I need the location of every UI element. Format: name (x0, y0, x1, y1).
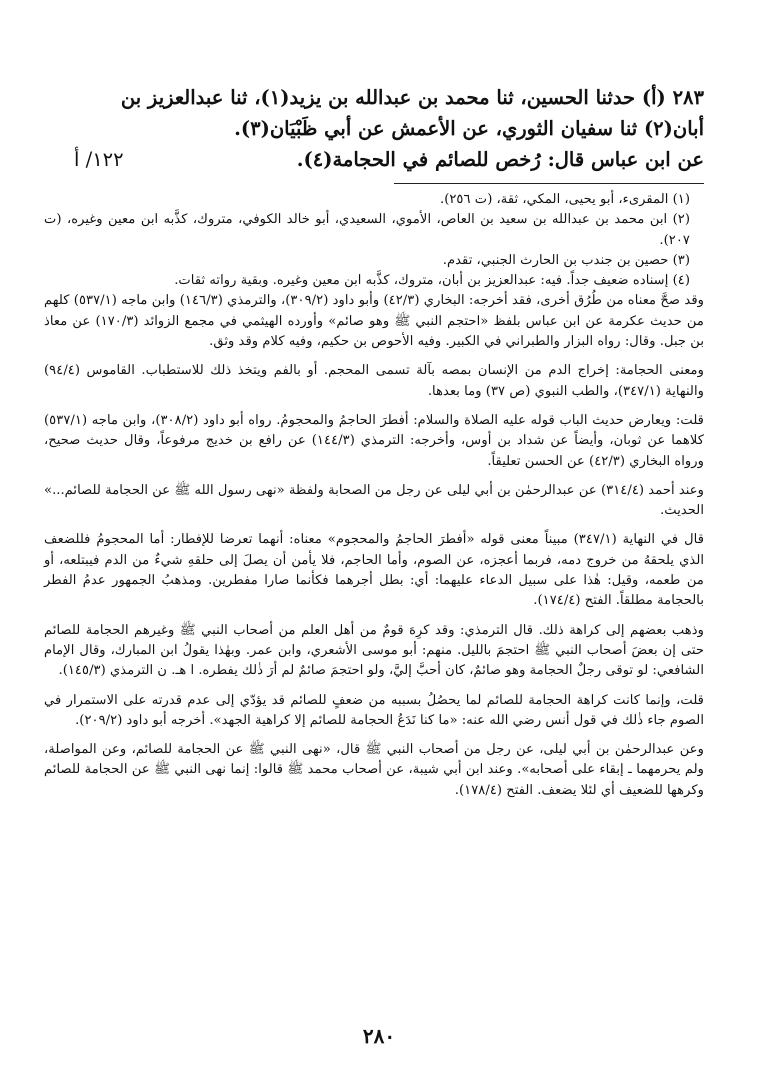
footnote-paragraph: (٤) إسناده ضعيف جداً. فيه: عبدالعزيز بن أبان، متروك، كذَّبه ابن معين وغيره. وبقية رواته ثقات. (174, 273, 690, 289)
hadith-line-3-row (44, 144, 704, 175)
footnote-paragraph: وقد صحَّ معناه من طُرُق أخرى، فقد أخرجه: البخاري (٤٢/٣) وأبو داود (٣٠٩/٢)، والترمذي (١٤٦/٣) وابن ماجه (٥٣٧/١) كلهم من حديث عكرمة عن ابن عباس بلفظ «احتجم النبي ﷺ وهو صائم» وأورده الهيثمي في مجمع الزوائد (١٧٠/٣) عن معاذ بن جبل. وقال: رواه البزار والطبراني في الكبير. وفيه الأحوص بن حكيم، وفيه كلام وقد وثق. (44, 293, 704, 350)
footnote-paragraph: (٢) ابن محمد بن عبدالله بن سعيد بن العاص، الأموي، السعيدي، أبو خالد الكوفي، متروك، كذَّبه ابن معين وغيره، (ت ٢٠٧). (44, 212, 690, 248)
hadith-line-3: عن ابن عباس قال: رُخص للصائم في الحجامة(٤). (296, 148, 704, 171)
manuscript-folio-marker: ١٢٢/ أ (74, 148, 124, 171)
footnote-paragraph: (١) المقرىء، أبو يحيى، المكي، ثقة، (ت ٢٥٦). (440, 192, 690, 207)
footnote-paragraph: وعند أحمد (٣١٤/٤) عن عبدالرحمٰن بن أبي ليلى عن رجل من الصحابة ولفظة «نهى رسول الله ﷺ عن الحجامة للصائم...» الحديث. (44, 482, 705, 519)
page-body (44, 82, 704, 801)
footnote-paragraph: ومعنى الحجامة: إخراج الدم من الإنسان بمصه بآلة تسمى المحجم. أو بالفم ويتخذ ذلك للاستطباب. القاموس (٩٤/٤) والنهاية (٣٤٧/١)، والطب النبوي (ص ٣٧) وما بعدها. (44, 363, 704, 399)
page-number: ٢٨٠ (362, 1024, 396, 1048)
footnote-paragraph: وعن عبدالرحمٰن بن أبي ليلى، عن رجل من أصحاب النبي ﷺ قال، «نهى النبي ﷺ عن الحجامة للصائم، وعن المواصلة، ولم يحرمهما ـ إبقاء على أصحابه». وعند ابن أبي شيبة، عن أصحاب محمد ﷺ قالوا: إنما نهى النبي ﷺ عن الحجامة للصائم وكرهها للضعيف أي لئلا يضعف. الفتح (١٧٨/٤). (44, 742, 704, 798)
footnote-paragraph: قلت، وإنما كانت كراهة الحجامة للصائم لما يحصُلُ بسببه من ضعفٍ للصائم قد يؤدّي إلى عدم قدرته على الاستمرار في الصوم جاء ذٰلك في قول أنس رضي الله عنه: «ما كنا نَدَعُ الحجامة للصائم إلا كراهية الجهد». أخرجه أبو داود (٢٠٩/٢). (44, 692, 704, 728)
footnote-paragraph: قلت: ويعارض حديث الباب قوله عليه الصلاة والسلام: أفطرَ الحاجمُ والمحجومُ. رواه أبو داود (٣٠٨/٢)، وابن ماجه (٥٣٧/١) كلاهما عن ثوبان، وأيضاً عن شداد بن أوس، وأخرجه: الترمذي (١٤٤/٣) عن رافع بن خديج مرفوعاً، وقال حديث صحيح، ورواه البخاري (٤٢/٣) عن الحسن تعليقاً. (44, 412, 705, 469)
hadith-text (44, 82, 704, 175)
footnote-paragraph: (٣) حصين بن جندب بن الحارث الجنبي، تقدم. (442, 252, 690, 268)
footnotes (44, 190, 704, 801)
footnote-paragraph: وذهب بعضهم إلى كراهة ذلك. قال الترمذي: وقد كرِهَ قومٌ من أهل العلم من أصحاب النبي ﷺ وغيرهم الحجامة للصائم حتى إن بعضَ أصحاب النبي ﷺ احتجمَ بالليل. منهم: أبو موسى الأشعري، وابن عمر. وبهٰذا يقولُ ابن المبارك، وقال الإمام الشافعي: لو توقى رجلٌ الحجامة وهو صائمٌ، كان أحبَّ إليَّ، ولو احتجمَ صائمٌ لم أرَ ذٰلك يفطره. ا هـ. ن الترمذي (١٤٥/٣). (44, 622, 704, 679)
hadith-line-1: ٢٨٣ (أ) حدثنا الحسين، ثنا محمد بن عبدالله بن يزيد(١)، ثنا عبدالعزيز بن (120, 86, 704, 109)
hadith-line-2: أبان(٢) ثنا سفيان الثوري، عن الأعمش عن أبي ظَبْيَان(٣). (234, 117, 704, 140)
footnote-separator (394, 183, 704, 184)
footnote-paragraph: قال في النهاية (٣٤٧/١) مبيناً معنى قوله «أفطرَ الحاجمُ والمحجوم» معناه: أنهما تعرضا للإفطار: أما المحجومُ فللضعف الذي يلحقهُ من خروج دمه، فربما أعجزه، عن الصوم، وأما الحاجم، فلا يأمن أن يصلَ إلى حلقهِ شيءٌ من الدم فيبتلعه، أو من طعمه، وقيل: هٰذا على سبيل الدعاء عليهما: أي: بطل أجرهما فكأنما صارا مفطرين. ومذهبُ الجمهور عدمُ الفطر بالحجامة مطلقاً. الفتح (١٧٤/٤). (44, 532, 705, 609)
